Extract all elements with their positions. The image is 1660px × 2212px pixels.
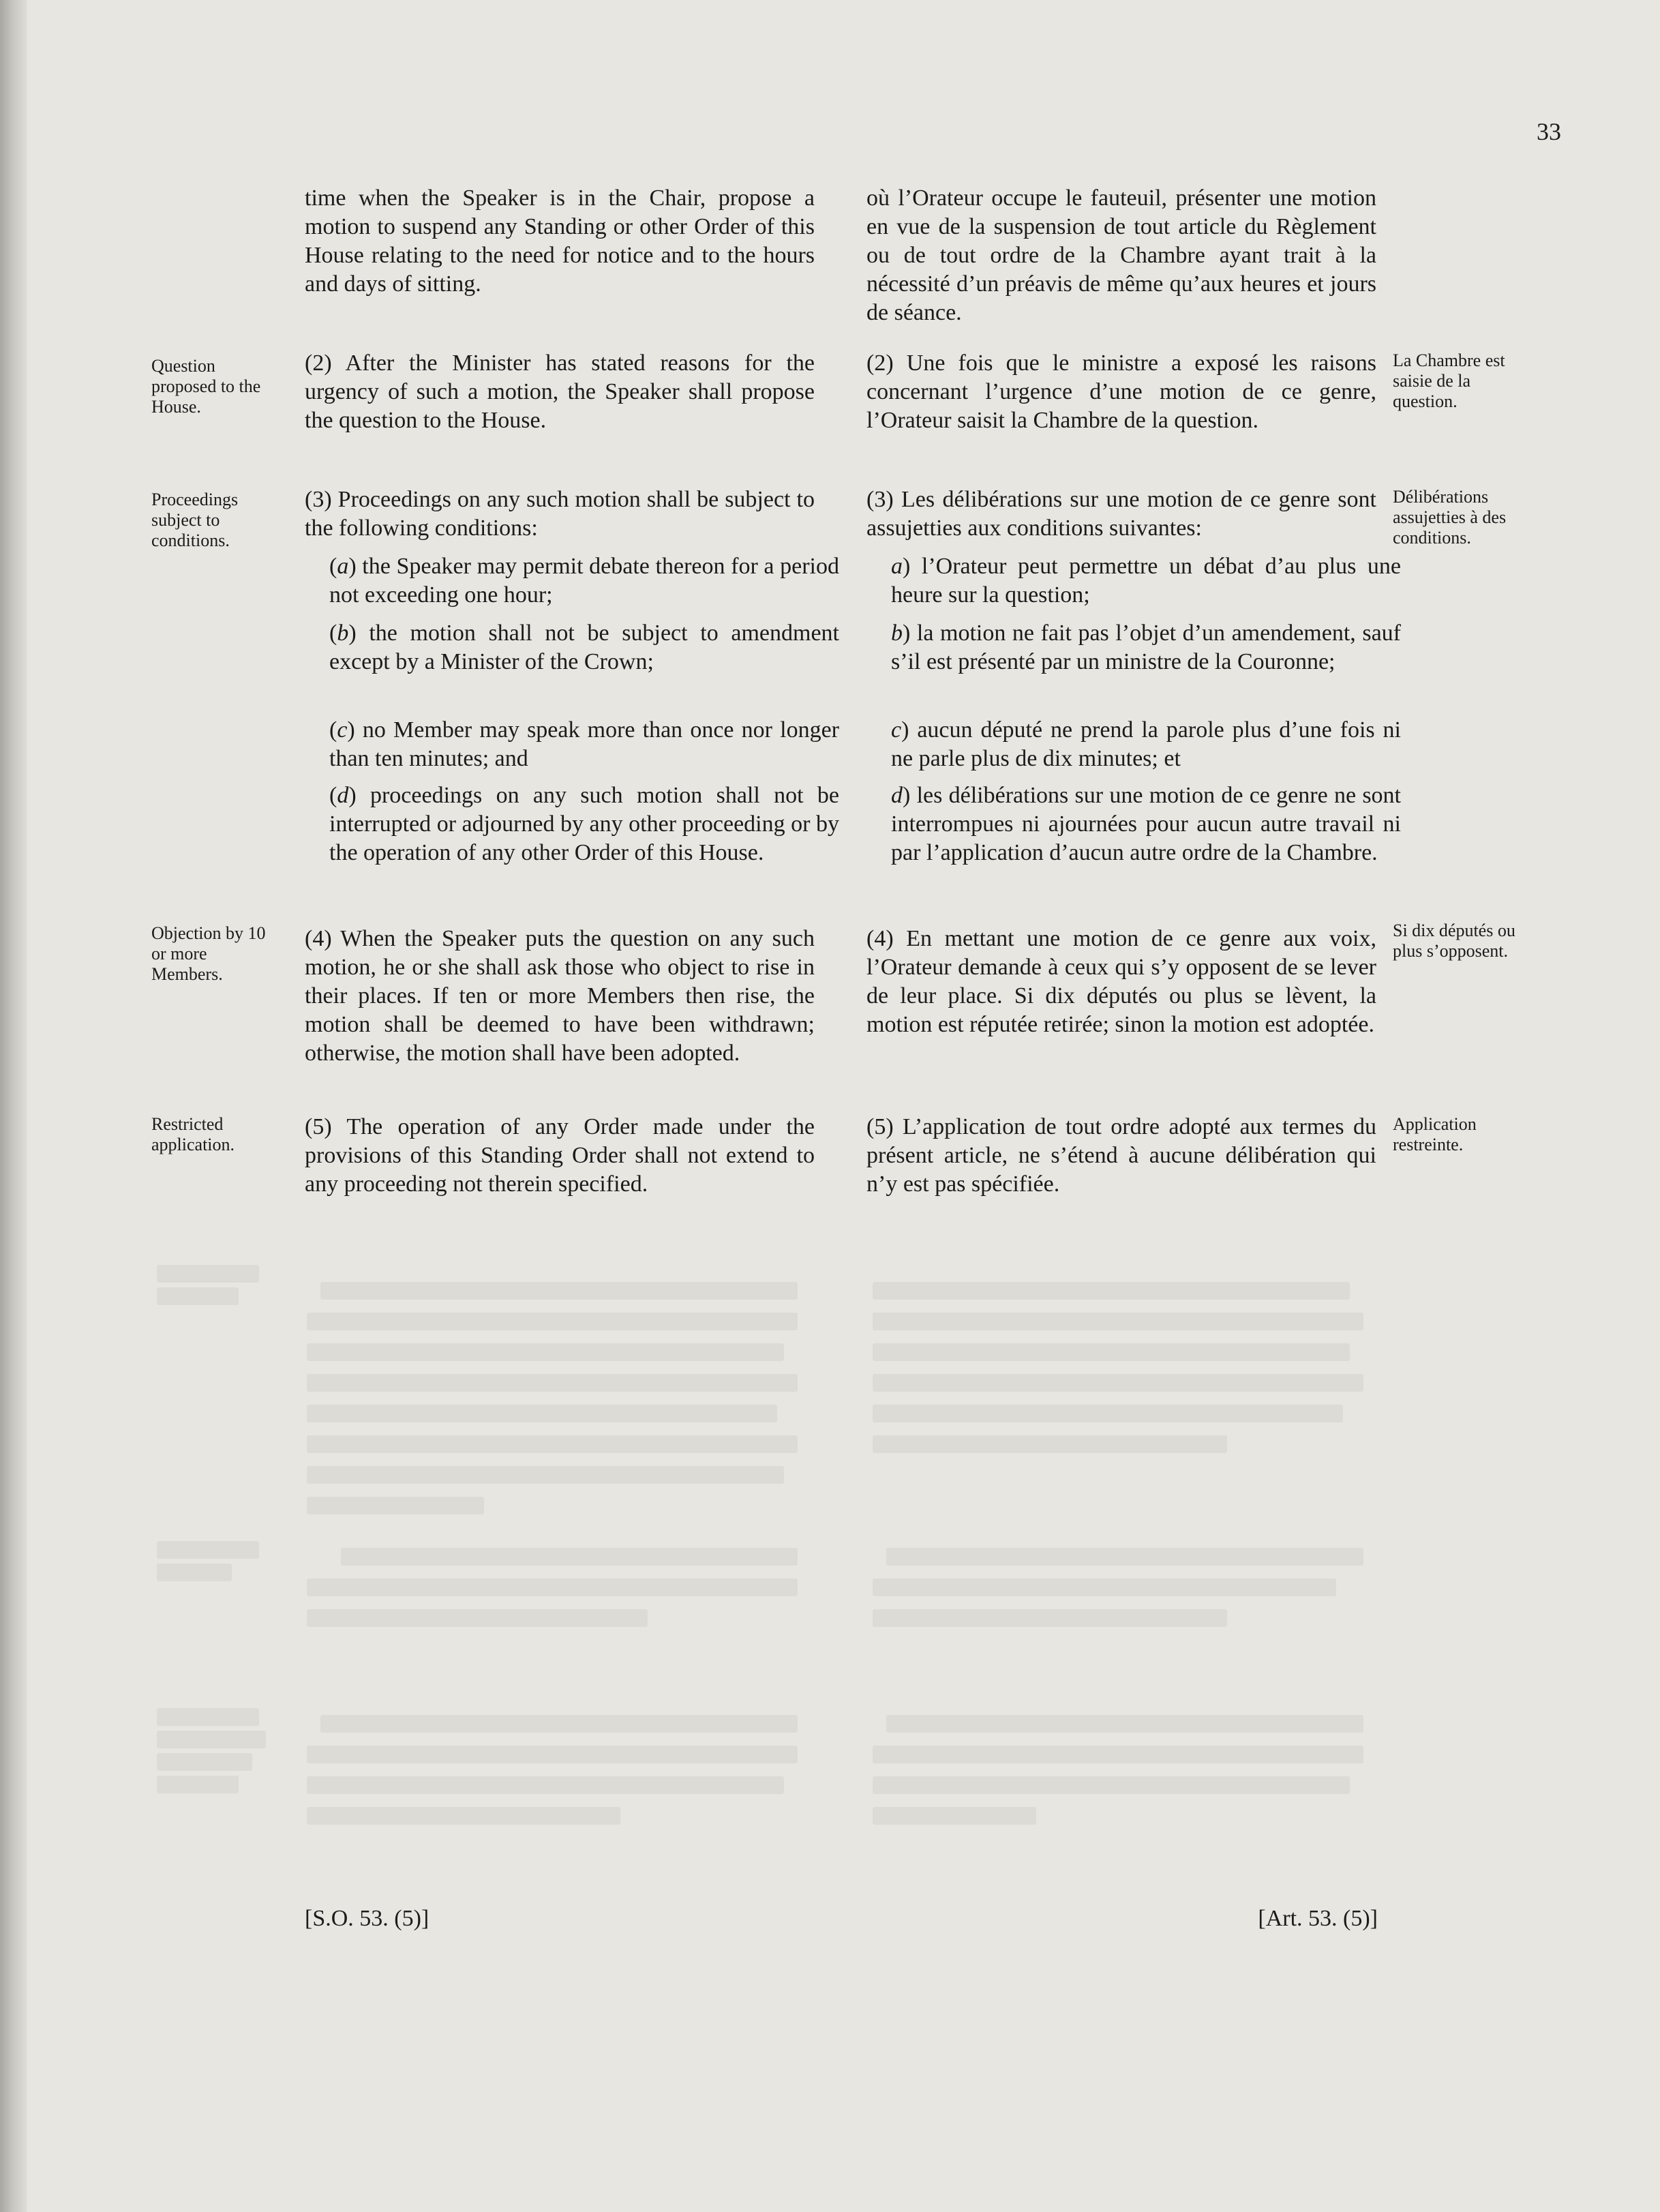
item-letter: d	[337, 783, 349, 808]
page-number: 33	[1537, 118, 1561, 145]
english-margin-note-2: Proceedings subject to conditions.	[151, 490, 239, 550]
item-letter: b	[337, 621, 349, 646]
french-margin-note-3: Si dix députés ou plus s’opposent.	[1393, 921, 1515, 961]
item-letter: d	[891, 783, 903, 808]
item-text: ) l’Orateur peut permettre un débat d’au plus une heure sur la question;	[891, 554, 1401, 608]
page-binding-shadow	[0, 0, 27, 2212]
item-text: ) aucun député ne prend la parole plus d’une fois ni ne parle plus de dix minutes; et	[891, 717, 1401, 771]
item-letter: a	[891, 554, 903, 579]
french-item-c	[866, 716, 1401, 773]
english-paragraph-3: (3) Proceedings on any such motion shall be subject to the following conditions:	[305, 487, 815, 541]
french-item-d	[866, 781, 1401, 867]
french-paragraph-5: (5) L’application de tout ordre adopté aux termes du présent article, ne s’étend à aucune délibération qui n’y est pas spécifiée.	[866, 1114, 1376, 1197]
item-letter: a	[337, 554, 349, 579]
item-text: ) la motion ne fait pas l’objet d’un amendement, sauf s’il est présenté par un ministre de la Couronne;	[891, 621, 1401, 674]
item-text: ) les délibérations sur une motion de ce genre ne sont interrompues ni ajournées pour aucun autre travail ni par l’application d’aucun autre ordre de la Chambre.	[891, 783, 1401, 865]
french-item-b	[866, 619, 1401, 676]
english-margin-note-3: Objection by 10 or more Members.	[151, 923, 266, 984]
french-intro-paragraph: où l’Orateur occupe le fauteuil, présenter une motion en vue de la suspension de tout article du Règlement ou de tout ordre de la Chambre ayant trait à la nécessité d’un préavis de même qu’aux heures et jours de séance.	[866, 185, 1376, 325]
french-paragraph-4: (4) En mettant une motion de ce genre aux voix, l’Orateur demande à ceux qui s’y opposent de se lever de leur place. Si dix députés ou plus se lèvent, la motion est réputée retirée; sinon la motion est adoptée.	[866, 926, 1376, 1037]
item-text: no Member may speak more than once nor longer than ten minutes; and	[329, 717, 839, 771]
french-margin-note-2: Délibérations assujetties à des conditions.	[1393, 487, 1507, 548]
english-intro-paragraph: time when the Speaker is in the Chair, propose a motion to suspend any Standing or other Order of this House relating to the need for notice and to the hours and days of sitting.	[305, 185, 815, 297]
item-text: the Speaker may permit debate thereon for a period not exceeding one hour;	[329, 554, 839, 608]
french-paragraph-3: (3) Les délibérations sur une motion de ce genre sont assujetties aux conditions suivantes:	[866, 487, 1376, 541]
item-letter: c	[337, 717, 348, 743]
item-letter: c	[891, 717, 902, 743]
english-paragraph-4: (4) When the Speaker puts the question on any such motion, he or she shall ask those who object to rise in their places. If ten or more Members then rise, the motion shall be deemed to have been withdrawn; otherwise, the motion shall have been adopted.	[305, 926, 815, 1066]
french-margin-note-4: Application restreinte.	[1393, 1114, 1477, 1154]
english-item-b: (b) the motion shall not be subject to amendment except by a Minister of the Crown;	[329, 621, 839, 674]
english-standing-order-reference: [S.O. 53. (5)]	[305, 1906, 429, 1931]
english-margin-note-1: Question proposed to the House.	[151, 356, 261, 417]
english-paragraph-5: (5) The operation of any Order made under the provisions of this Standing Order shall not extend to any proceeding not therein specified.	[305, 1114, 815, 1197]
french-margin-note-1: La Chambre est saisie de la question.	[1393, 350, 1505, 411]
english-item-a: (a) the Speaker may permit debate thereon for a period not exceeding one hour;	[329, 554, 839, 608]
item-text: proceedings on any such motion shall not be interrupted or adjourned by any other proceeding or by the operation of any other Order of this House.	[329, 783, 839, 865]
english-item-c: (c) no Member may speak more than once nor longer than ten minutes; and	[329, 717, 839, 771]
english-item-d: (d) proceedings on any such motion shall not be interrupted or adjourned by any other proceeding or by the operation of any other Order of this House.	[329, 783, 839, 865]
item-letter: b	[891, 621, 903, 646]
item-text: the motion shall not be subject to amendment except by a Minister of the Crown;	[329, 621, 839, 674]
french-item-a	[866, 552, 1401, 610]
english-paragraph-2: (2) After the Minister has stated reasons for the urgency of such a motion, the Speaker shall propose the question to the House.	[305, 350, 815, 433]
english-margin-note-4: Restricted application.	[151, 1114, 235, 1154]
french-paragraph-2: (2) Une fois que le ministre a exposé les raisons concernant l’urgence d’une motion de ce genre, l’Orateur saisit la Chambre de la question.	[866, 350, 1376, 433]
french-article-reference: [Art. 53. (5)]	[1258, 1906, 1378, 1931]
